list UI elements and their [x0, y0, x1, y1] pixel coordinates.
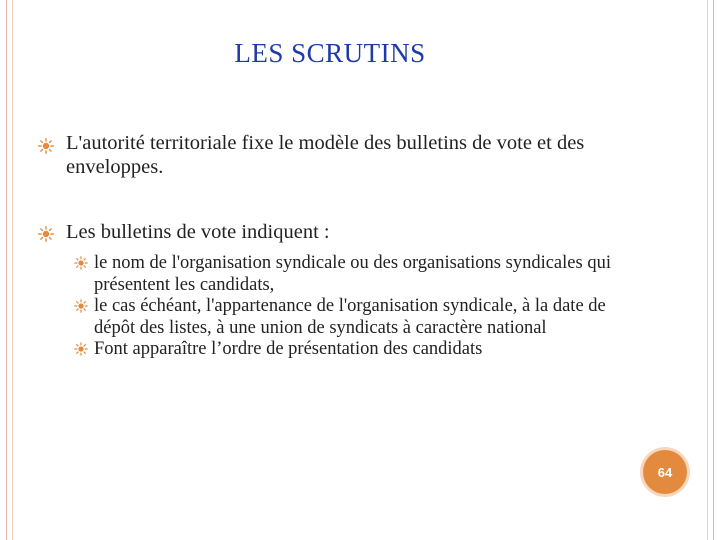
- sub-bullet-item: [94, 296, 634, 339]
- bullet-point-2: Les bulletins de vote indiquent :: [66, 221, 330, 243]
- bullet-point-1: L'autorité territoriale fixe le modèle des bulletins de vote et des enveloppes.: [66, 132, 585, 178]
- sub-bullet-text: le cas échéant, l'appartenance de l'organisation syndicale, à la date de dépôt des listes, à une union de syndicats à caractère national: [94, 296, 606, 338]
- sub-bullet-text: le nom de l'organisation syndicale ou des organisations syndicales qui présentent les candidats,: [94, 253, 611, 295]
- sun-icon: [38, 138, 54, 154]
- sun-icon: [38, 226, 54, 242]
- sub-bullet-text: Font apparaître l’ordre de présentation des candidats: [94, 339, 483, 359]
- page-number-badge: 64: [643, 450, 687, 494]
- sub-bullet-list: [94, 253, 634, 361]
- sub-bullet-item: [94, 253, 634, 296]
- sun-icon: [74, 299, 88, 313]
- slide-title: LES SCRUTINS: [234, 38, 426, 68]
- sun-icon: [74, 342, 88, 356]
- sub-bullet-item: [94, 339, 634, 361]
- sun-icon: [74, 256, 88, 270]
